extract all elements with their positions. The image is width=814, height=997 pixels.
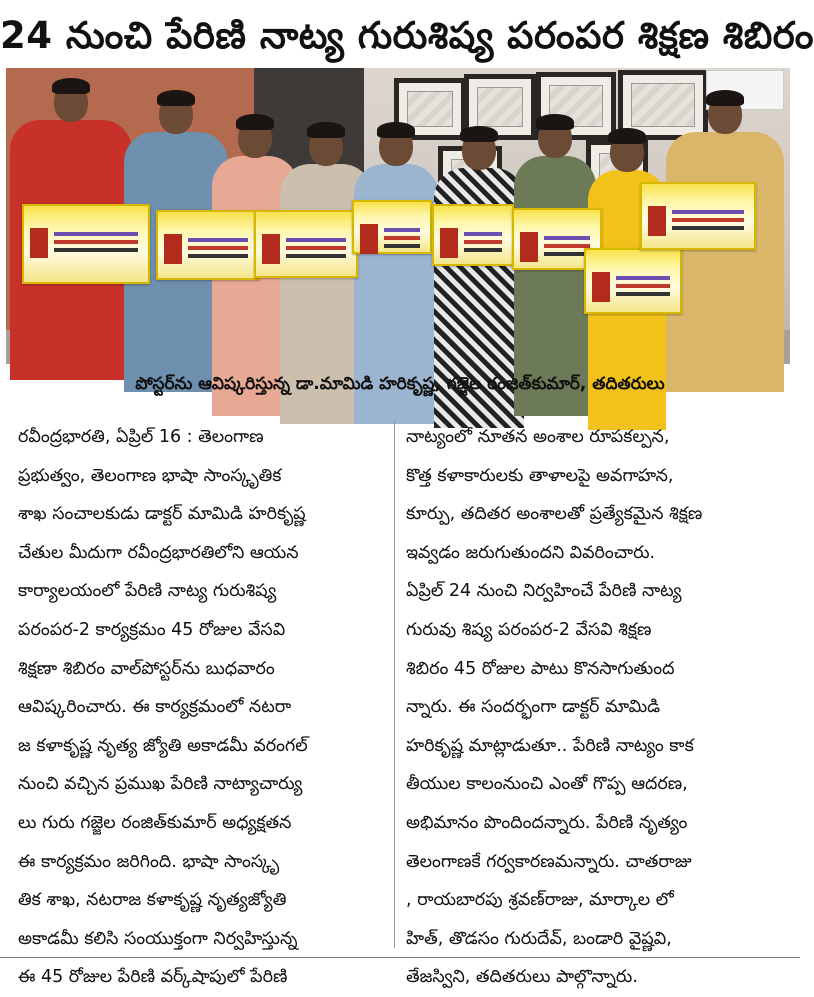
article-line: కూర్పు, తదితర అంశాలతో ప్రత్యేకమైన శిక్షణ	[406, 504, 703, 525]
article-line: కొత్త కళాకారులకు తాళాలపై అవగాహన,	[406, 465, 674, 486]
person-hair	[377, 122, 415, 138]
column-divider	[394, 420, 395, 948]
article-column-right	[406, 418, 778, 988]
person-hair	[157, 90, 195, 106]
article-line: జ కళాకృష్ణ నృత్య జ్యోతి అకాడమీ వరంగల్	[18, 735, 308, 756]
article-line: తెలంగాణకే గర్వకారణమన్నారు. చాతరాజు	[406, 851, 692, 872]
person-hair	[608, 128, 646, 144]
article-line: ఇవ్వడం జరుగుతుందని వివరించారు.	[406, 542, 656, 563]
poster	[254, 210, 358, 278]
person-hair	[706, 90, 744, 106]
article-line: గురువు శిష్య పరంపర-2 వేసవి శిక్షణ	[406, 619, 652, 640]
article-line: కార్యాలయంలో పేరిణి నాట్య గురుశిష్య	[18, 581, 277, 602]
person-hair	[307, 122, 345, 138]
article-line: ఈ కార్యక్రమం జరిగింది. భాషా సాంస్కృ	[18, 851, 280, 872]
poster	[352, 200, 432, 254]
poster	[432, 204, 514, 266]
article-line: హిత్, తొడసం గురుదేవ్, బండారి వైష్ణవి,	[406, 928, 672, 949]
article-line: రవీంద్రభారతి, ఏప్రిల్ 16 : తెలంగాణ	[18, 427, 264, 447]
poster	[22, 204, 150, 284]
person-hair	[52, 78, 90, 94]
article-line: ఈ 45 రోజుల పేరిణి వర్క్‌షాపులో పేరిణి	[18, 967, 288, 988]
article-column-left	[18, 418, 390, 988]
article-line: తిక శాఖ, నటరాజ కళాకృష్ణ నృత్యజ్యోతి	[18, 890, 287, 911]
article-line: న్నారు. ఈ సందర్భంగా డాక్టర్ మామిడి	[406, 697, 661, 718]
bottom-rule	[0, 957, 800, 958]
article-line: ప్రభుత్వం, తెలంగాణ భాషా సాంస్కృతిక	[18, 465, 282, 486]
article-line: తేజస్విని, తదితరులు పాల్గొన్నారు.	[406, 967, 638, 988]
person-hair	[536, 114, 574, 130]
person-hair	[236, 114, 274, 130]
article-line: ఏప్రిల్ 24 నుంచి నిర్వహించే పేరిణి నాట్య	[406, 581, 682, 602]
poster	[156, 210, 260, 280]
article-line: ఆవిష్కరించారు. ఈ కార్యక్రమంలో నటరా	[18, 697, 292, 718]
poster	[584, 248, 682, 314]
article-line: నాట్యంలో నూతన అంశాల రూపకల్పన,	[406, 427, 670, 447]
article-line: హరికృష్ణ మాట్లాడుతూ.. పేరిణి నాట్యం కాక	[406, 735, 694, 756]
article-line: చేతుల మీదుగా రవీంద్రభారతిలోని ఆయన	[18, 542, 299, 563]
article-line: పరంపర-2 కార్యక్రమం 45 రోజుల వేసవి	[18, 619, 286, 640]
person-body	[666, 132, 784, 392]
article-line: శిక్షణా శిబిరం వాల్‌పోస్టర్‌ను బుధవారం	[18, 658, 275, 679]
event-photo	[6, 68, 790, 364]
poster	[640, 182, 756, 250]
headline: 24 నుంచి పేరిణి నాట్య గురుశిష్య పరంపర శిక్షణ శిబిరం	[0, 14, 814, 57]
article-line: అభిమానం పొందిందన్నారు. పేరిణి నృత్యం	[406, 812, 688, 833]
person-hair	[460, 126, 498, 142]
article-line: తీయుల కాలంనుంచి ఎంతో గొప్ప ఆదరణ,	[406, 774, 688, 795]
article-line: శాఖ సంచాలకుడు డాక్టర్ మామిడి హరికృష్ణ	[18, 504, 306, 525]
article-line: , రాయబారపు శ్రవణ్‌రాజు, మార్కాల లో	[406, 890, 674, 911]
article-line: నుంచి వచ్చిన ప్రముఖ పేరిణి నాట్యాచార్యు	[18, 774, 303, 795]
article-line: శిబిరం 45 రోజుల పాటు కొనసాగుతుంద	[406, 658, 675, 679]
photo-caption: పోస్టర్‌ను ఆవిష్కరిస్తున్న డా.మామిడి హరికృష్ణ, గజ్జెల రంజిత్‌కుమార్, తదితరులు	[135, 374, 665, 394]
article-line: లు గురు గజ్జెల రంజిత్‌కుమార్ అధ్యక్షతన	[18, 812, 292, 833]
article-line: అకాడమీ కలిసి సంయుక్తంగా నిర్వహిస్తున్న	[18, 928, 298, 949]
